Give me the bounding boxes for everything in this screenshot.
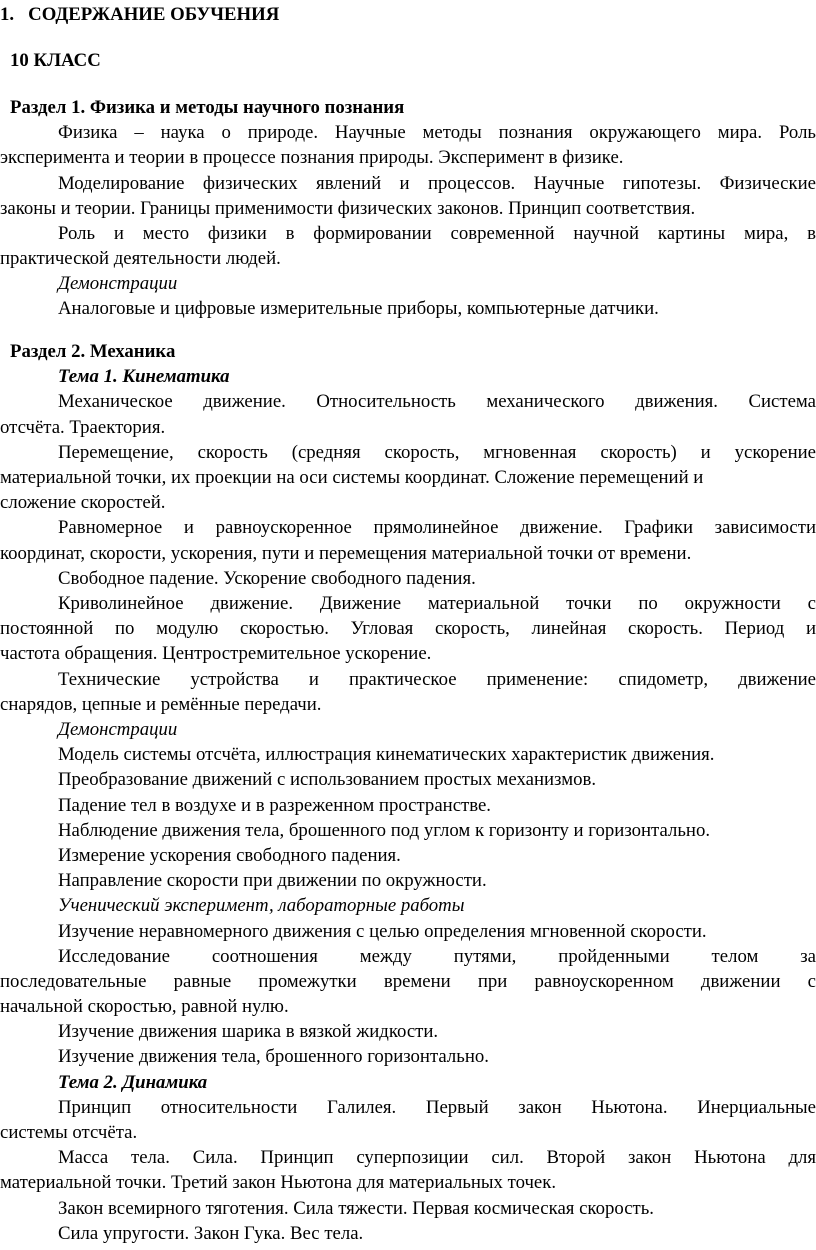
- heading-number: 1.: [0, 3, 15, 25]
- paragraph-line: Изучение движения шарика в вязкой жидкости.: [58, 1021, 439, 1043]
- paragraph-line: последовательные равные промежутки времени при равноускоренном движении с: [0, 970, 816, 992]
- paragraph-line: Технические устройства и практическое применение: спидометр, движение: [58, 668, 816, 690]
- paragraph-line: эксперимента и теории в процессе познания природы. Эксперимент в физике.: [0, 147, 624, 169]
- paragraph-line: снарядов, цепные и ремённые передачи.: [0, 693, 322, 715]
- paragraph-line: Модель системы отсчёта, иллюстрация кинематических характеристик движения.: [58, 744, 715, 766]
- paragraph-line: Направление скорости при движении по окружности.: [58, 870, 487, 892]
- paragraph-line: Роль и место физики в формировании современной научной картины мира, в: [58, 222, 816, 244]
- paragraph-line: Закон всемирного тяготения. Сила тяжести. Первая космическая скорость.: [58, 1197, 654, 1219]
- paragraph-line: материальной точки. Третий закон Ньютона для материальных точек.: [0, 1172, 557, 1194]
- topic-title: Тема 1. Кинематика: [58, 366, 230, 388]
- paragraph-line: Криволинейное движение. Движение материальной точки по окружности с: [58, 593, 816, 615]
- paragraph-line: постоянной по модулю скоростью. Угловая скорость, линейная скорость. Период и: [0, 618, 816, 640]
- paragraph-line: Исследование соотношения между путями, пройденными телом за: [58, 945, 816, 967]
- paragraph-line: материальной точки, их проекции на оси системы координат. Сложение перемещений и: [0, 467, 704, 489]
- paragraph-line: отсчёта. Траектория.: [0, 416, 166, 438]
- grade-title: 10 КЛАСС: [10, 50, 101, 72]
- paragraph-line: Изучение движения тела, брошенного горизонтально.: [58, 1046, 489, 1068]
- paragraph-line: Физика – наука о природе. Научные методы познания окружающего мира. Роль: [58, 122, 816, 144]
- paragraph-line: Принцип относительности Галилея. Первый закон Ньютона. Инерциальные: [58, 1096, 816, 1118]
- paragraph-line: сложение скоростей.: [0, 492, 166, 514]
- paragraph-line: Моделирование физических явлений и процессов. Научные гипотезы. Физические: [58, 172, 816, 194]
- topic-title: Тема 2. Динамика: [58, 1071, 208, 1093]
- paragraph-line: начальной скоростью, равной нулю.: [0, 996, 289, 1018]
- subheading-demonstrations: Демонстрации: [58, 718, 178, 740]
- paragraph-line: Перемещение, скорость (средняя скорость, мгновенная скорость) и ускорение: [58, 441, 816, 463]
- paragraph-line: Равномерное и равноускоренное прямолинейное движение. Графики зависимости: [58, 517, 816, 539]
- page-heading: [0, 2, 816, 27]
- paragraph-line: Измерение ускорения свободного падения.: [58, 844, 401, 866]
- paragraph-line: Аналоговые и цифровые измерительные приборы, компьютерные датчики.: [58, 298, 659, 320]
- paragraph-line: Масса тела. Сила. Принцип суперпозиции сил. Второй закон Ньютона для: [58, 1147, 816, 1169]
- heading-title: СОДЕРЖАНИЕ ОБУЧЕНИЯ: [28, 3, 280, 25]
- paragraph-line: практической деятельности людей.: [0, 248, 281, 270]
- section-title: Раздел 2. Механика: [10, 341, 176, 363]
- paragraph-line: Свободное падение. Ускорение свободного падения.: [58, 567, 476, 589]
- paragraph-line: координат, скорости, ускорения, пути и перемещения материальной точки от времени.: [0, 542, 692, 564]
- paragraph-line: частота обращения. Центростремительное ускорение.: [0, 643, 432, 665]
- paragraph-line: Сила упругости. Закон Гука. Вес тела.: [58, 1222, 364, 1244]
- paragraph-line: системы отсчёта.: [0, 1122, 138, 1144]
- paragraph-line: Наблюдение движения тела, брошенного под углом к горизонту и горизонтально.: [58, 819, 711, 841]
- subheading-lab-works: Ученический эксперимент, лабораторные работы: [58, 895, 465, 917]
- paragraph-line: Падение тел в воздухе и в разреженном пространстве.: [58, 794, 491, 816]
- paragraph-line: законы и теории. Границы применимости физических законов. Принцип соответствия.: [0, 197, 696, 219]
- paragraph-line: Преобразование движений с использованием простых механизмов.: [58, 769, 597, 791]
- paragraph-line: Изучение неравномерного движения с целью определения мгновенной скорости.: [58, 920, 707, 942]
- section-title: Раздел 1. Физика и методы научного познания: [10, 96, 405, 118]
- paragraph-line: Механическое движение. Относительность механического движения. Система: [58, 391, 816, 413]
- subheading-demonstrations: Демонстрации: [58, 273, 178, 295]
